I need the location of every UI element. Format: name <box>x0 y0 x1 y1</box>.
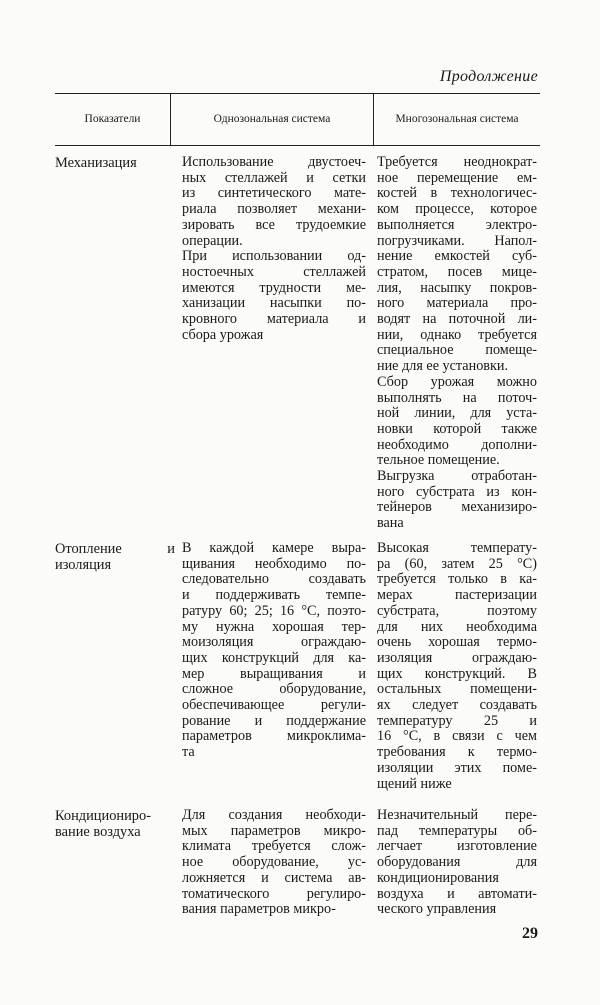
text-line: выполняется электро- <box>377 216 537 233</box>
text-line: Для создания необходи- <box>182 807 366 823</box>
text-line: погрузчиками. Напол- <box>377 232 537 249</box>
air-conditioning-single-zone-cell <box>182 808 366 918</box>
text-line: пад температуры об- <box>377 822 537 839</box>
text-line: очень хорошая термо- <box>377 634 537 651</box>
column-header-single-zone: Однозональная система <box>213 113 331 125</box>
text-line: мых параметров микро- <box>182 822 366 839</box>
text-line: операции. <box>182 232 243 249</box>
text-line: специальное помеще- <box>377 342 537 359</box>
text-line: сбора урожая <box>182 326 264 343</box>
continued-heading: Продолжение <box>439 68 538 85</box>
text-line: кровного материала и <box>182 311 366 328</box>
text-line: остальных помещени- <box>377 681 537 698</box>
text-line: зировать все трудоемкие <box>182 216 366 233</box>
text-line: сложное оборудование, <box>182 681 366 698</box>
text-line: вания параметров микро- <box>182 901 336 918</box>
air-conditioning-multi-zone-cell <box>377 808 537 918</box>
text-line: параметров микроклима- <box>182 728 366 745</box>
text-line: Незначительный пере- <box>377 807 537 823</box>
text-line: ностоечных стеллажей <box>182 263 366 280</box>
text-line: изоляции этих поме- <box>377 759 537 776</box>
page-number: 29 <box>522 925 538 942</box>
text-line: и поддерживать темпе- <box>182 587 366 604</box>
text-line: легчает изготовление <box>377 838 537 855</box>
text-line: тельное помещение. <box>377 452 500 469</box>
text-line: изоляция ограждаю- <box>377 649 537 666</box>
text-line: ложняется и система ав- <box>182 869 366 886</box>
text-line: нение емкостей суб- <box>377 248 537 265</box>
text-line: климата требуется слож- <box>182 838 366 855</box>
text-line: ханизации насыпки по- <box>182 295 366 312</box>
text-line: ной линии, для уста- <box>377 405 537 422</box>
text-line: ных стеллажей и сетки <box>182 169 366 186</box>
text-line: водят на поточной ли- <box>377 311 537 328</box>
text-line: Выгрузка отработан- <box>377 468 537 485</box>
text-line: риала позволяет механи- <box>182 201 366 218</box>
text-line: Сбор урожая можно <box>377 373 537 390</box>
text-line: ного материала про- <box>377 295 537 312</box>
table-header-rule <box>55 145 540 146</box>
text-line: требования к термо- <box>377 744 537 761</box>
text-line: ях следует создавать <box>377 697 537 714</box>
text-line: лия, насыпку покров- <box>377 279 537 296</box>
text-line: Механизация <box>55 155 137 171</box>
text-line: мер выращивания и <box>182 665 366 682</box>
text-line: необходимо дополни- <box>377 436 537 453</box>
text-line: следовательно создавать <box>182 571 366 588</box>
text-line: костей в технологичес- <box>377 185 537 202</box>
text-line: 16 °С, в связи с чем <box>377 728 537 745</box>
text-line: Отопление и <box>55 541 175 557</box>
text-line: ком процессе, которое <box>377 201 537 218</box>
text-line: кондиционирования <box>377 869 499 886</box>
text-line: му нужна хорошая тер- <box>182 618 366 635</box>
text-line: оборудования для <box>377 854 537 871</box>
row-label-mechanization <box>55 155 175 171</box>
text-line: томатического регулиро- <box>182 885 366 902</box>
text-line: вание воздуха <box>55 824 141 840</box>
text-line: щений ниже <box>377 775 452 792</box>
text-line: При использовании од- <box>182 248 366 265</box>
text-line: ческого управления <box>377 901 497 918</box>
text-line: Требуется неоднократ- <box>377 154 537 170</box>
row-label-air-conditioning <box>55 808 175 840</box>
column-header-indicators: Показатели <box>84 113 141 125</box>
text-line: ного субстрата из кон- <box>377 483 537 500</box>
text-line: Высокая температу- <box>377 540 537 556</box>
text-line: стратом, посев мице- <box>377 263 537 280</box>
text-line: новки которой также <box>377 420 537 437</box>
text-line: температуру 25 и <box>377 712 537 729</box>
text-line: та <box>182 744 195 761</box>
text-line: щивания необходимо по- <box>182 555 366 572</box>
text-line: ние для ее установки. <box>377 358 509 375</box>
text-line: имеются трудности ме- <box>182 279 366 296</box>
text-line: ное перемещение ем- <box>377 169 537 186</box>
text-line: для них необходима <box>377 618 537 635</box>
text-line: изоляция <box>55 557 112 573</box>
row-label-heating-insulation <box>55 541 175 573</box>
text-line: нии, однако требуется <box>377 326 537 343</box>
text-line: воздуха и автомати- <box>377 885 537 902</box>
text-line: моизоляция ограждаю- <box>182 634 366 651</box>
text-line: ра (60, затем 25 °С) <box>377 555 537 572</box>
column-header-multi-zone: Многозональная система <box>395 113 519 125</box>
heating-multi-zone-cell <box>377 541 537 792</box>
text-line: мерах пастеризации <box>377 587 537 604</box>
text-line: обеспечивающее регули- <box>182 697 366 714</box>
text-line: ратуру 60; 25; 16 °С, поэто- <box>182 602 366 619</box>
text-line: выполнять на поточ- <box>377 389 537 406</box>
text-line: ное оборудование, ус- <box>182 854 366 871</box>
text-line: требуется только в ка- <box>377 571 537 588</box>
text-line: В каждой камере выра- <box>182 540 366 556</box>
heating-single-zone-cell <box>182 541 366 761</box>
text-line: щих конструкций. В <box>377 665 537 682</box>
text-line: Использование двустоеч- <box>182 154 366 170</box>
text-line: тейнеров механизиро- <box>377 499 537 516</box>
text-line: субстрата, поэтому <box>377 602 537 619</box>
mechanization-single-zone-cell <box>182 155 366 343</box>
mechanization-multi-zone-cell <box>377 155 537 532</box>
text-line: из синтетического мате- <box>182 185 366 202</box>
text-line: вана <box>377 515 404 532</box>
text-line: Кондициониро- <box>55 808 151 824</box>
text-line: щих конструкций для ка- <box>182 649 366 666</box>
text-line: рование и поддержание <box>182 712 366 729</box>
